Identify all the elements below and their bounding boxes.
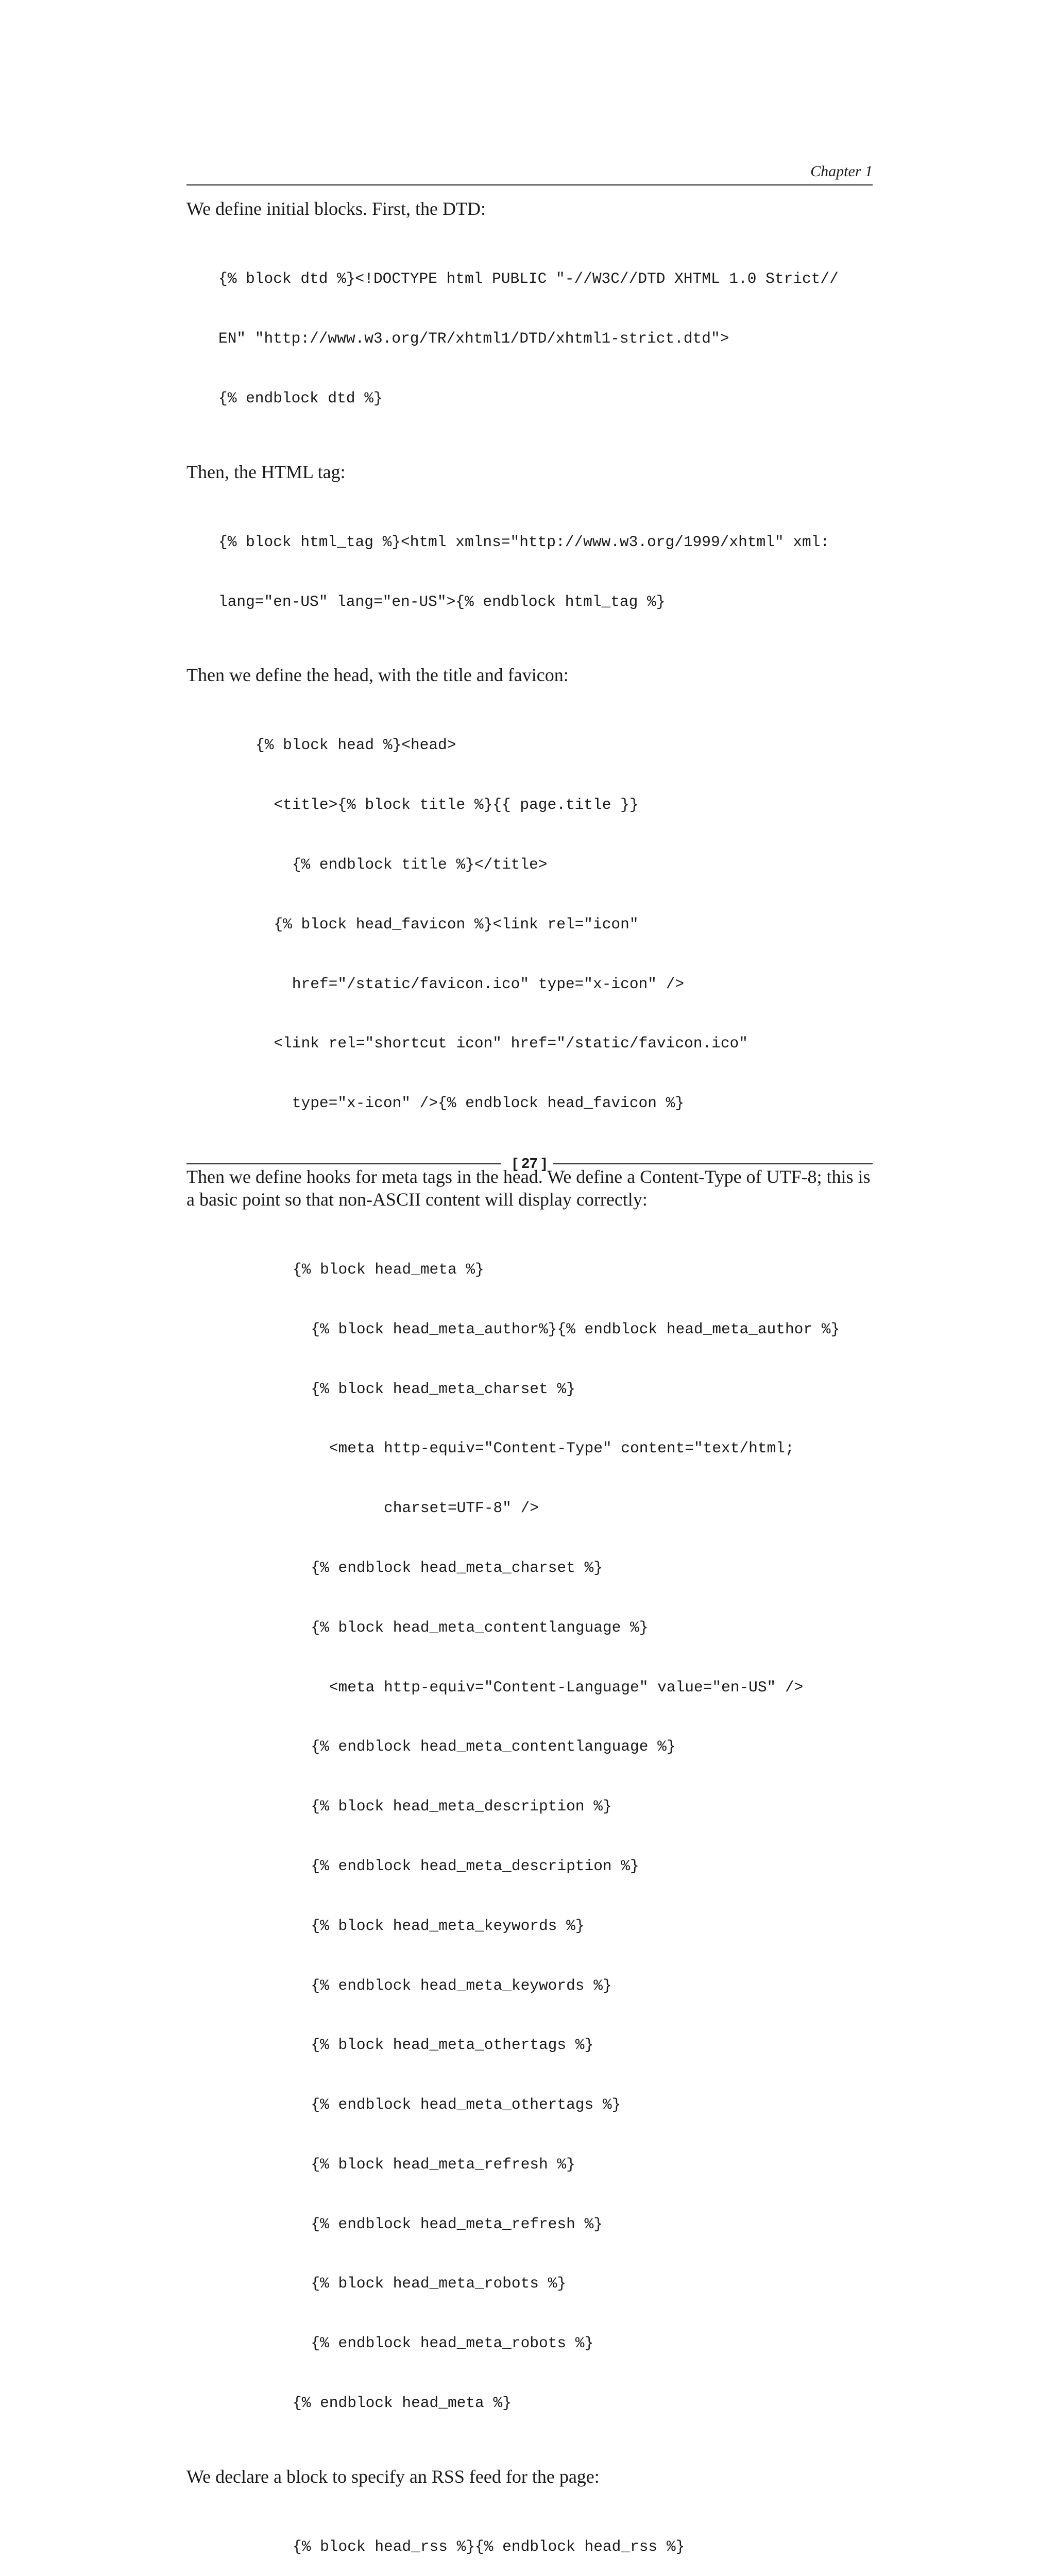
code-line: {% endblock head_meta_robots %} (293, 2334, 594, 2352)
code-line: {% block head_meta_description %} (293, 1798, 612, 1816)
page-footer (186, 1153, 873, 1174)
code-line: {% block head_rss %}{% endblock head_rss %} (293, 2537, 685, 2555)
code-line: {% block head_meta_author%}{% endblock head_meta_author %} (293, 1320, 840, 1338)
code-line: {% endblock dtd %} (218, 389, 383, 407)
code-line: {% endblock head_meta_refresh %} (293, 2215, 603, 2233)
running-head (186, 161, 873, 185)
code-line: {% block html_tag %}<html xmlns="http://www.w3.org/1999/xhtml" xml: (218, 533, 830, 551)
code-line: {% block head_meta_keywords %} (293, 1917, 585, 1935)
code-line: {% endblock head_meta_charset %} (293, 1559, 603, 1577)
page-content (186, 197, 873, 2576)
code-line: {% endblock head_meta_keywords %} (293, 1976, 612, 1994)
code-line: href="/static/favicon.ico" type="x-icon" /> (256, 975, 685, 993)
code-line: {% endblock head_meta_contentlanguage %} (293, 1738, 676, 1756)
paragraph-html-tag-intro: Then, the HTML tag: (186, 461, 346, 482)
paragraph-rss-intro: We declare a block to specify an RSS feed for the page: (186, 2466, 600, 2487)
code-line: {% block head %}<head> (256, 736, 456, 754)
code-line: <link rel="shortcut icon" href="/static/favicon.ico" (256, 1035, 748, 1053)
code-line: lang="en-US" lang="en-US">{% endblock html_tag %} (218, 592, 666, 611)
code-line: {% block head_meta_othertags %} (293, 2036, 594, 2054)
code-line: {% endblock head_meta_othertags %} (293, 2096, 621, 2114)
code-block-head (186, 696, 873, 1153)
code-line: {% endblock head_meta_description %} (293, 1857, 639, 1875)
code-line: {% block dtd %}<!DOCTYPE html PUBLIC "-//W3C//DTD XHTML 1.0 Strict// (218, 270, 839, 288)
code-line: {% endblock title %}</title> (256, 856, 548, 874)
paragraph-meta-intro: Then we define hooks for meta tags in the head. We define a Content-Type of UTF-8; this is a basic point so that non-ASCII content will display correctly: (186, 1166, 871, 1210)
code-line: <title>{% block title %}{{ page.title }} (256, 796, 639, 814)
code-line: EN" "http://www.w3.org/TR/xhtml1/DTD/xhtml1-strict.dtd"> (218, 329, 729, 347)
code-line: type="x-icon" />{% endblock head_favicon %} (256, 1094, 685, 1112)
code-line: {% block head_meta_charset %} (293, 1380, 575, 1398)
code-line: {% endblock head_meta %} (293, 2394, 512, 2412)
paragraph-dtd-intro: We define initial blocks. First, the DTD: (186, 198, 486, 219)
code-line: {% block head_meta_refresh %} (293, 2155, 575, 2173)
page-number: [ 27 ] (513, 1155, 547, 1171)
code-line: {% block head_favicon %}<link rel="icon" (256, 915, 639, 933)
code-block-dtd (186, 229, 873, 448)
chapter-label: Chapter 1 (810, 163, 873, 180)
code-line: <meta http-equiv="Content-Language" value="en-US" /> (293, 1678, 804, 1696)
code-line: {% block head_meta_contentlanguage %} (293, 1618, 649, 1636)
code-line: {% block head_meta_robots %} (293, 2275, 567, 2293)
code-line: {% block head_meta %} (293, 1261, 484, 1279)
footer-rule-right (553, 1163, 873, 1164)
code-line: charset=UTF-8" /> (293, 1499, 539, 1517)
code-block-html-tag (186, 493, 873, 652)
code-block-head-rss (186, 2497, 873, 2576)
code-block-head-meta (186, 1220, 873, 2453)
paragraph-head-intro: Then we define the head, with the title and favicon: (186, 665, 569, 686)
code-line: <meta http-equiv="Content-Type" content="text/html; (293, 1439, 794, 1458)
